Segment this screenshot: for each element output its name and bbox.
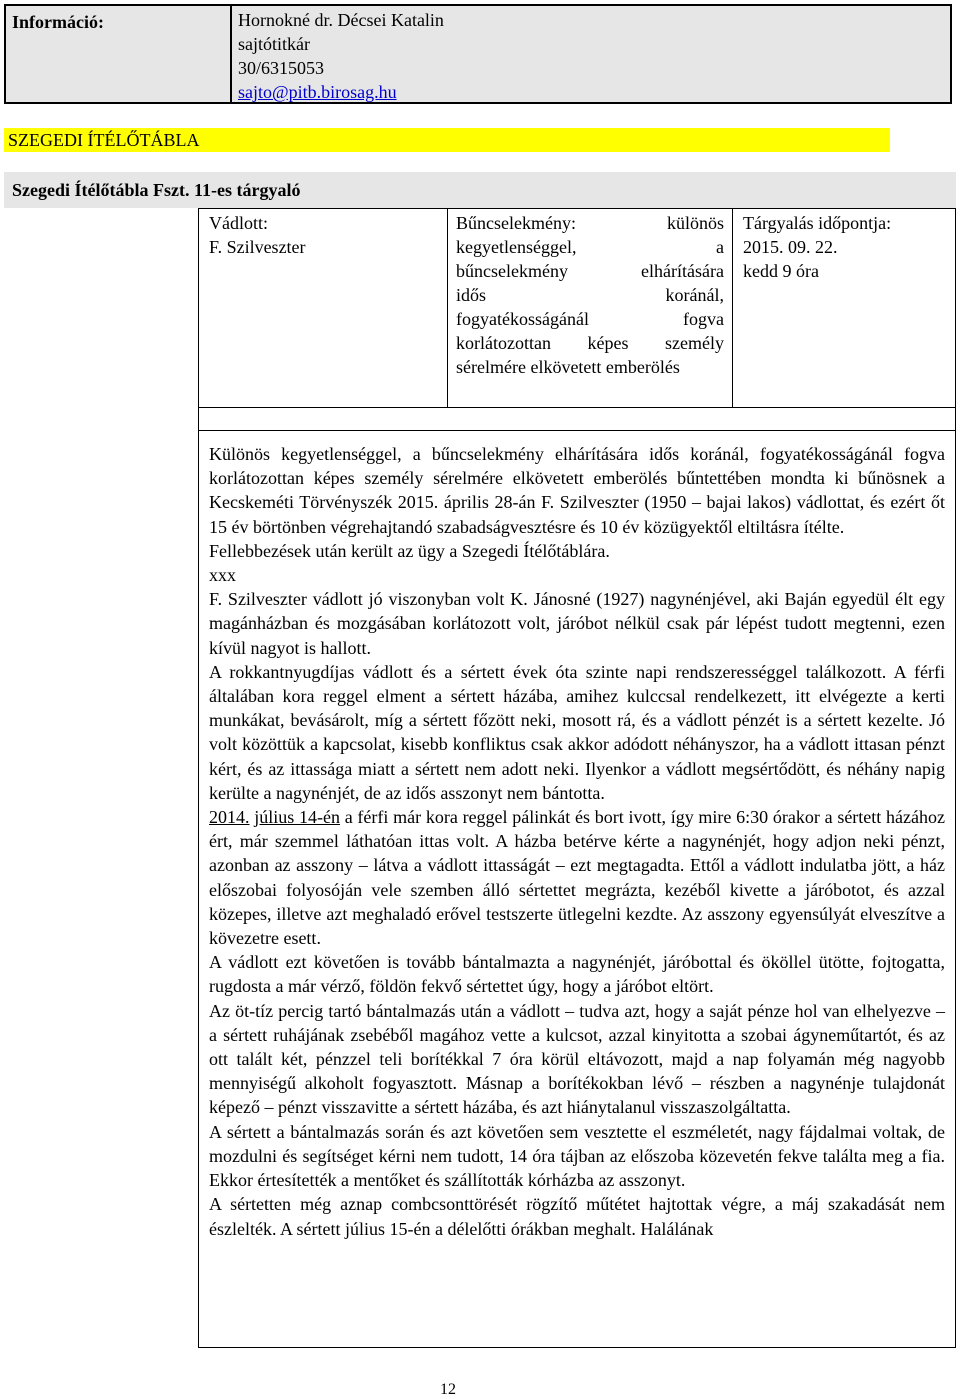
paragraph-text: a férfi már kora reggel pálinkát és bort ivott, így mire 6:30 órakor a sértett házához ért, már szemmel láthatóan ittas volt. A házba betérve kérte a nagynénjét, hogy adjon neki pénzt, azonban az asszony – látva a vádlott ittasságát – ezt megtagadta. Ettől a vádlott indulatba jött, a ház előszobai folyosóján vele szemben álló sértettet megrázta, kezéből kivette a járóbotot, és azzal közepes, illetve azt meghaladó erővel testszerte ütlegelni kezdte. Az asszony egyensúlyát elveszítve a kövezetre esett.: [209, 807, 945, 949]
date-underlined: 2014.: [209, 807, 250, 828]
contact-name: Hornokné dr. Décsei Katalin: [238, 10, 444, 30]
paragraph: [209, 805, 945, 950]
crime-line: kegyetlenséggel, a: [456, 237, 724, 257]
info-table: [4, 4, 952, 104]
crime-cell: [448, 209, 733, 407]
crime-line: Bűncselekmény: különös: [456, 213, 724, 233]
defendant-name: F. Szilveszter: [209, 237, 306, 257]
crime-line: idős koránál,: [456, 285, 724, 305]
contact-title: sajtótitkár: [238, 34, 310, 54]
contact-block: [232, 6, 950, 102]
date-underlined: július 14-én: [254, 807, 340, 828]
paragraph: A rokkantnyugdíjas vádlott és a sértett évek óta szinte napi rendszerességgel találkozott. A férfi általában kora reggel elment a sértett házába, amihez kulccsal rendelkezett, itt elvégezte a kerti munkákat, bevásárolt, míg a sértett főzött neki, mosott rá, és a vádlott pénzét is a sértett kezelte. Jó volt közöttük a kapcsolat, kisebb konfliktus csak akkor adódott néhányszor, ha a vádlott ittasan pénzt kért, és az ittassága miatt a sértett nem adott neki. Ilyenkor a vádlott megsértődött, és néhány napig kerülte a nagynénjét, de az idős asszonyt nem bántotta.: [209, 661, 945, 803]
paragraph: Különös kegyetlenséggel, a bűncselekmény elhárítására idős koránál, fogyatékosságánál fogva korlátozottan képes személy sérelmére elkövetett emberölés bűntettében mondta ki bűnösnek a Kecskeméti Törvényszék 2015. április 28-án F. Szilveszter (1950 – bajai lakos) vádlottat, és ezért őt 15 év börtönben végrehajtandó szabadságvesztésre és 10 év közügyektől eltiltásra ítélte.: [209, 444, 945, 537]
crime-line: korlátozottan képes személy: [456, 333, 724, 353]
defendant-cell: [199, 209, 448, 407]
case-description-box: [198, 408, 956, 1348]
crime-line: sérelmére elkövetett emberölés: [456, 357, 680, 377]
court-name-banner: SZEGEDI ÍTÉLŐTÁBLA: [4, 128, 890, 152]
paragraph: Az öt-tíz percig tartó bántalmazás után a vádlott – tudva azt, hogy a saját pénze hol van elhelyezve – a sértett ruhájának zsebéből magához vette a kulcsot, azzal kinyitotta a szobai ágyneműtartót, és az ott talált két, pénzzel teli borítékkal 7 óra körül eltávozott, majd a nap folyamán még nagyobb mennyiségű alkoholt fogyasztott. Másnap a borítékokban lévő – részben a nagynénje tulajdonát képező – pénzt visszavitte a sértett házába, és azt hiánytalanul visszaszolgáltatta.: [209, 1000, 945, 1118]
separator-text: xxx: [209, 565, 236, 586]
page-number: 12: [440, 1381, 456, 1398]
paragraph: A sértetten még aznap combcsonttörését rögzítő műtétet hajtottak végre, a máj szakadását nem észlelték. A sértett július 15-én a délelőtti órákban meghalt. Halálának: [209, 1194, 945, 1239]
hearing-cell: [733, 209, 955, 407]
contact-email-link[interactable]: sajto@pitb.birosag.hu: [238, 82, 397, 102]
divider: [199, 430, 955, 431]
hearing-time: kedd 9 óra: [743, 261, 819, 281]
defendant-label: Vádlott:: [209, 213, 268, 233]
case-description: [209, 442, 945, 1241]
hearing-label: Tárgyalás időpontja:: [743, 213, 892, 233]
paragraph: A vádlott ezt követően is tovább bántalmazta a nagynénjét, járóbottal és ököllel ütötte, fojtogatta, rugdosta a már vérző, földön fekvő sértettet úgy, hogy a járóbot eltört.: [209, 952, 945, 997]
contact-phone: 30/6315053: [238, 58, 325, 78]
paragraph: A sértett a bántalmazás során és azt követően sem vesztette el eszméletét, nagy fájdalmai voltak, de mozdulni és segítséget kérni nem tudott, 14 óra tájban az előszoba közevetén fekve találta meg a fia. Ekkor értesítették a mentőket és szállították kórházba az asszonyt.: [209, 1121, 945, 1191]
paragraph: Fellebbezések után került az ügy a Szegedi Ítélőtáblára.: [209, 540, 610, 561]
crime-line: fogyatékosságánál fogva: [456, 309, 724, 329]
crime-line: bűncselekmény elhárítására: [456, 261, 724, 281]
info-label: Információ:: [6, 6, 232, 102]
hearing-date: 2015. 09. 22.: [743, 237, 838, 257]
case-table: [198, 208, 956, 408]
room-heading: Szegedi Ítélőtábla Fszt. 11-es tárgyaló: [4, 172, 956, 208]
paragraph: F. Szilveszter vádlott jó viszonyban volt K. Jánosné (1927) nagynénjével, aki Baján egyedül élt egy magánházban és mozgásában korlátozott volt, járóbot nélkül csak pár lépést tudott megtenni, ezen kívül nagyot is hallott.: [209, 589, 945, 658]
